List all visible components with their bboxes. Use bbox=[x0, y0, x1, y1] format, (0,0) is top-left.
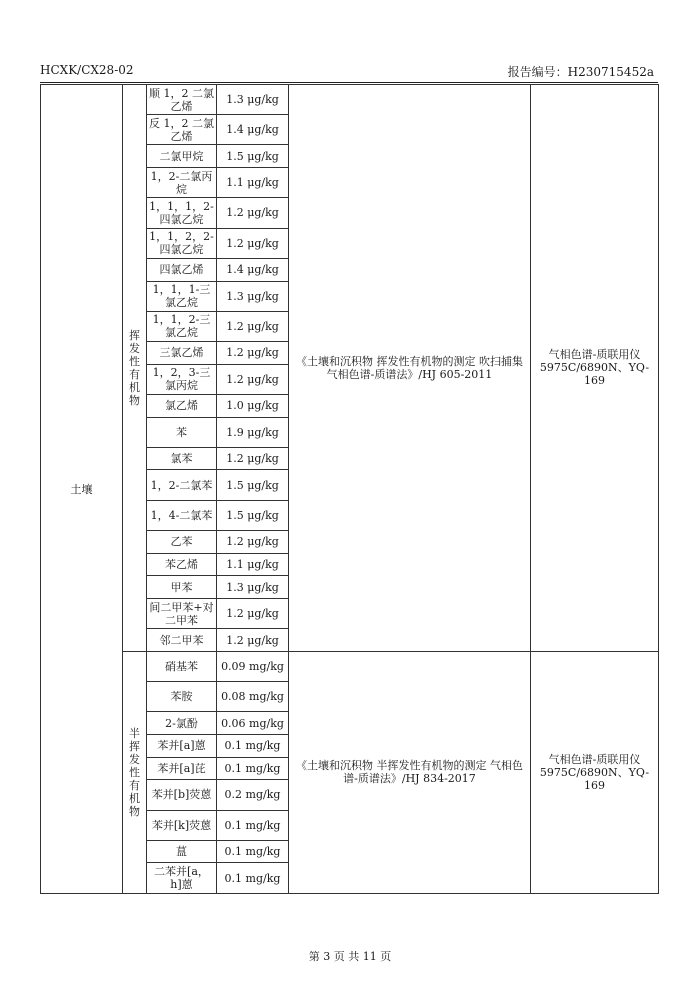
detection-limit: 0.1 mg/kg bbox=[217, 810, 289, 840]
analyte-name: 邻二甲苯 bbox=[147, 629, 217, 652]
category-cell bbox=[123, 651, 147, 893]
analyte-name: 四氯乙烯 bbox=[147, 258, 217, 281]
analyte-name: 1，1，2-三氯乙烷 bbox=[147, 311, 217, 341]
analyte-name: 苯胺 bbox=[147, 682, 217, 712]
instrument: 气相色谱-质联用仪 5975C/6890N、YQ-169 bbox=[531, 85, 659, 652]
detection-limit: 1.3 μg/kg bbox=[217, 85, 289, 115]
header-rule bbox=[40, 82, 658, 83]
analyte-name: 二苯并[a，h]蒽 bbox=[147, 863, 217, 894]
detection-limit: 1.9 μg/kg bbox=[217, 417, 289, 447]
detection-limit: 1.2 μg/kg bbox=[217, 598, 289, 628]
analyte-name: 苯并[k]荧蒽 bbox=[147, 810, 217, 840]
detection-limit: 0.2 mg/kg bbox=[217, 780, 289, 810]
detection-limit: 1.1 μg/kg bbox=[217, 553, 289, 576]
detection-limit: 1.2 μg/kg bbox=[217, 341, 289, 364]
analyte-name: 苯并[b]荧蒽 bbox=[147, 780, 217, 810]
detection-limit: 1.5 μg/kg bbox=[217, 470, 289, 500]
document-code: HCXK/CX28-02 bbox=[40, 63, 134, 77]
analyte-name: 苯并[a]芘 bbox=[147, 757, 217, 780]
detection-limit: 1.2 μg/kg bbox=[217, 228, 289, 258]
detection-limit: 1.4 μg/kg bbox=[217, 258, 289, 281]
method-standard: 《土壤和沉积物 半挥发性有机物的测定 气相色谱-质谱法》/HJ 834-2017 bbox=[289, 651, 531, 893]
detection-limit: 0.1 mg/kg bbox=[217, 863, 289, 894]
detection-limit: 1.2 μg/kg bbox=[217, 198, 289, 228]
analyte-name: 间二甲苯+对二甲苯 bbox=[147, 598, 217, 628]
detection-limit: 1.3 μg/kg bbox=[217, 576, 289, 599]
detection-limit: 0.1 mg/kg bbox=[217, 735, 289, 758]
detection-limit: 0.08 mg/kg bbox=[217, 682, 289, 712]
detection-limit: 1.4 μg/kg bbox=[217, 115, 289, 145]
detection-limit: 1.0 μg/kg bbox=[217, 394, 289, 417]
matrix-cell: 土壤 bbox=[41, 85, 123, 894]
detection-limit: 1.5 μg/kg bbox=[217, 145, 289, 168]
analyte-name: 三氯乙烯 bbox=[147, 341, 217, 364]
detection-limit: 1.2 μg/kg bbox=[217, 530, 289, 553]
analyte-name: 苯 bbox=[147, 417, 217, 447]
instrument: 气相色谱-质联用仪 5975C/6890N、YQ-169 bbox=[531, 651, 659, 893]
detection-limit: 0.1 mg/kg bbox=[217, 840, 289, 863]
category-label: 半 挥 发 性 有 机 物 bbox=[129, 726, 140, 818]
table-row bbox=[41, 651, 659, 681]
analyte-name: 氯苯 bbox=[147, 447, 217, 470]
analyte-name: 苯乙烯 bbox=[147, 553, 217, 576]
analyte-name: 反 1，2 二氯乙烯 bbox=[147, 115, 217, 145]
detection-limit: 1.2 μg/kg bbox=[217, 447, 289, 470]
analyte-name: 蒀 bbox=[147, 840, 217, 863]
report-number: 报告编号：H230715452a bbox=[507, 65, 654, 79]
detection-limit: 1.1 μg/kg bbox=[217, 168, 289, 198]
analyte-name: 1，2-二氯丙烷 bbox=[147, 168, 217, 198]
analyte-name: 二氯甲烷 bbox=[147, 145, 217, 168]
analyte-name: 硝基苯 bbox=[147, 651, 217, 681]
analyte-name: 顺 1，2 二氯乙烯 bbox=[147, 85, 217, 115]
analyte-name: 1，1，1，2-四氯乙烷 bbox=[147, 198, 217, 228]
category-cell bbox=[123, 85, 147, 652]
method-standard: 《土壤和沉积物 挥发性有机物的测定 吹扫捕集 气相色谱-质谱法》/HJ 605-2011 bbox=[289, 85, 531, 652]
analyte-name: 1，2，3-三氯丙烷 bbox=[147, 364, 217, 394]
detection-limit: 1.5 μg/kg bbox=[217, 500, 289, 530]
analyte-name: 1，1，2，2-四氯乙烷 bbox=[147, 228, 217, 258]
analyte-name: 甲苯 bbox=[147, 576, 217, 599]
detection-limit: 1.2 μg/kg bbox=[217, 311, 289, 341]
analyte-name: 1，4-二氯苯 bbox=[147, 500, 217, 530]
analyte-name: 苯并[a]蒽 bbox=[147, 735, 217, 758]
category-label: 挥 发 性 有 机 物 bbox=[129, 328, 140, 407]
detection-limit: 0.06 mg/kg bbox=[217, 712, 289, 735]
analyte-name: 1，1，1-三氯乙烷 bbox=[147, 281, 217, 311]
table-row bbox=[41, 85, 659, 115]
page-number: 第 3 页 共 11 页 bbox=[308, 950, 392, 963]
detection-limit: 1.3 μg/kg bbox=[217, 281, 289, 311]
analyte-name: 乙苯 bbox=[147, 530, 217, 553]
analyte-name: 氯乙烯 bbox=[147, 394, 217, 417]
detection-limit: 0.09 mg/kg bbox=[217, 651, 289, 681]
detection-limit-table bbox=[40, 84, 659, 894]
detection-limit: 1.2 μg/kg bbox=[217, 629, 289, 652]
analyte-name: 1，2-二氯苯 bbox=[147, 470, 217, 500]
detection-limit: 0.1 mg/kg bbox=[217, 757, 289, 780]
analyte-name: 2-氯酚 bbox=[147, 712, 217, 735]
detection-limit: 1.2 μg/kg bbox=[217, 364, 289, 394]
